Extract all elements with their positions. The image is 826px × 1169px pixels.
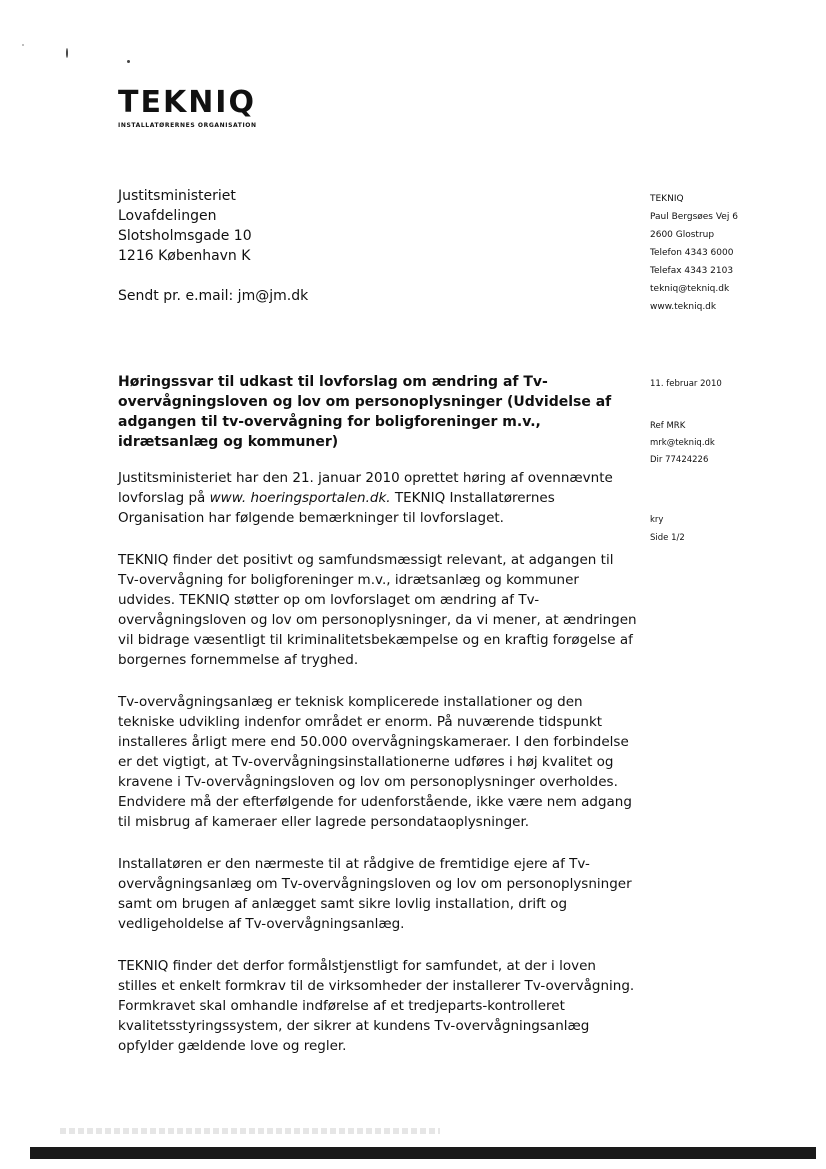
paragraph-text: Justitsministeriet har den 21. januar 2010 oprettet høring af ovennævnte lovforslag på [118, 470, 613, 506]
faint-footer-text [60, 1128, 440, 1134]
letter-subject: Høringssvar til udkast til lovforslag om ændring af Tv-overvågningsloven og lov om personoplysninger (Udvidelse af adgangen til tv-overvågning for boligforeninger m.v., idrætsanlæg og kommuner) [118, 374, 612, 450]
paragraph [118, 468, 638, 528]
sender-line: 2600 Glostrup [650, 230, 715, 240]
sender-line: Paul Bergsøes Vej 6 [650, 212, 738, 222]
sender-website: www.tekniq.dk [650, 302, 717, 312]
recipient-address [118, 186, 308, 306]
logo-name: TEKNIQ [118, 85, 256, 120]
recipient-line: 1216 København K [118, 248, 251, 264]
logo-tagline: INSTALLATØRERNES ORGANISATION [118, 122, 257, 129]
letter-date: 11. februar 2010 [650, 379, 722, 389]
paragraph: Tv-overvågningsanlæg er teknisk komplicerede installationer og den tekniske udvikling indenfor området er enorm. På nuværende tidspunkt installeres årligt mere end 50.000 overvågningskameraer. I den forbindelse er det vigtigt, at Tv-overvågningsinstallationerne udføres i høj kvalitet og kravene i Tv-overvågningsloven og lov om personoplysninger overholdes. Endvidere må der efterfølgende for udenforstående, ikke være nem adgang til misbrug af kameraer eller lagrede persondataoplysninger. [118, 694, 632, 830]
paragraph: Installatøren er den nærmeste til at rådgive de fremtidige ejere af Tv-overvågningsanlæg om Tv-overvågningsloven og lov om personoplysninger samt om brugen af anlægget samt sikre lovlig installation, drift og vedligeholdelse af Tv-overvågningsanlæg. [118, 856, 632, 932]
recipient-line: Slotsholmsgade 10 [118, 228, 252, 244]
sent-by-email: Sendt pr. e.mail: jm@jm.dk [118, 288, 309, 304]
scan-footer-bar [30, 1147, 816, 1159]
portal-link-text: www. hoeringsportalen.dk. [209, 490, 391, 506]
sender-line: Telefax 4343 2103 [650, 266, 734, 276]
paragraph: TEKNIQ finder det positivt og samfundsmæssigt relevant, at adgangen til Tv-overvågning for boligforeninger m.v., idrætsanlæg og kommuner udvides. TEKNIQ støtter op om lovforslaget om ændring af Tv-overvågningsloven og lov om personoplysninger, da vi mener, at ændringen vil bidrage væsentligt til kriminalitetsbekæmpelse og en kraftig forøgelse af borgernes fornemmelse af tryghed. [118, 552, 637, 668]
tekniq-logo [118, 86, 257, 129]
initials: kry [650, 515, 664, 525]
sender-line: Telefon 4343 6000 [650, 248, 734, 258]
letter-body [118, 468, 638, 1078]
reference-email: mrk@tekniq.dk [650, 438, 715, 448]
sender-line: TEKNIQ [650, 194, 684, 204]
reference: Ref MRK [650, 421, 686, 431]
sender-address [650, 190, 820, 316]
page-number: Side 1/2 [650, 533, 685, 543]
recipient-line: Justitsministeriet [118, 188, 236, 204]
paragraph: TEKNIQ finder det derfor formålstjenstligt for samfundet, at der i loven stilles et enkelt formkrav til de virksomheder der installerer Tv-overvågning. Formkravet skal omhandle indførelse af et tredjeparts-kontrolleret kvalitetsstyringssystem, der sikrer at kundens Tv-overvågningsanlæg opfylder gældende love og regler. [118, 958, 635, 1054]
paragraph-text: TEKNIQ Installatørernes Organisation har følgende bemærkninger til lovforslaget. [118, 490, 555, 526]
direct-phone: Dir 77424226 [650, 455, 709, 465]
scan-speck [22, 44, 24, 46]
recipient-line: Lovafdelingen [118, 208, 217, 224]
sender-email: tekniq@tekniq.dk [650, 284, 730, 294]
scan-speck [66, 48, 68, 58]
scan-speck [127, 60, 130, 63]
